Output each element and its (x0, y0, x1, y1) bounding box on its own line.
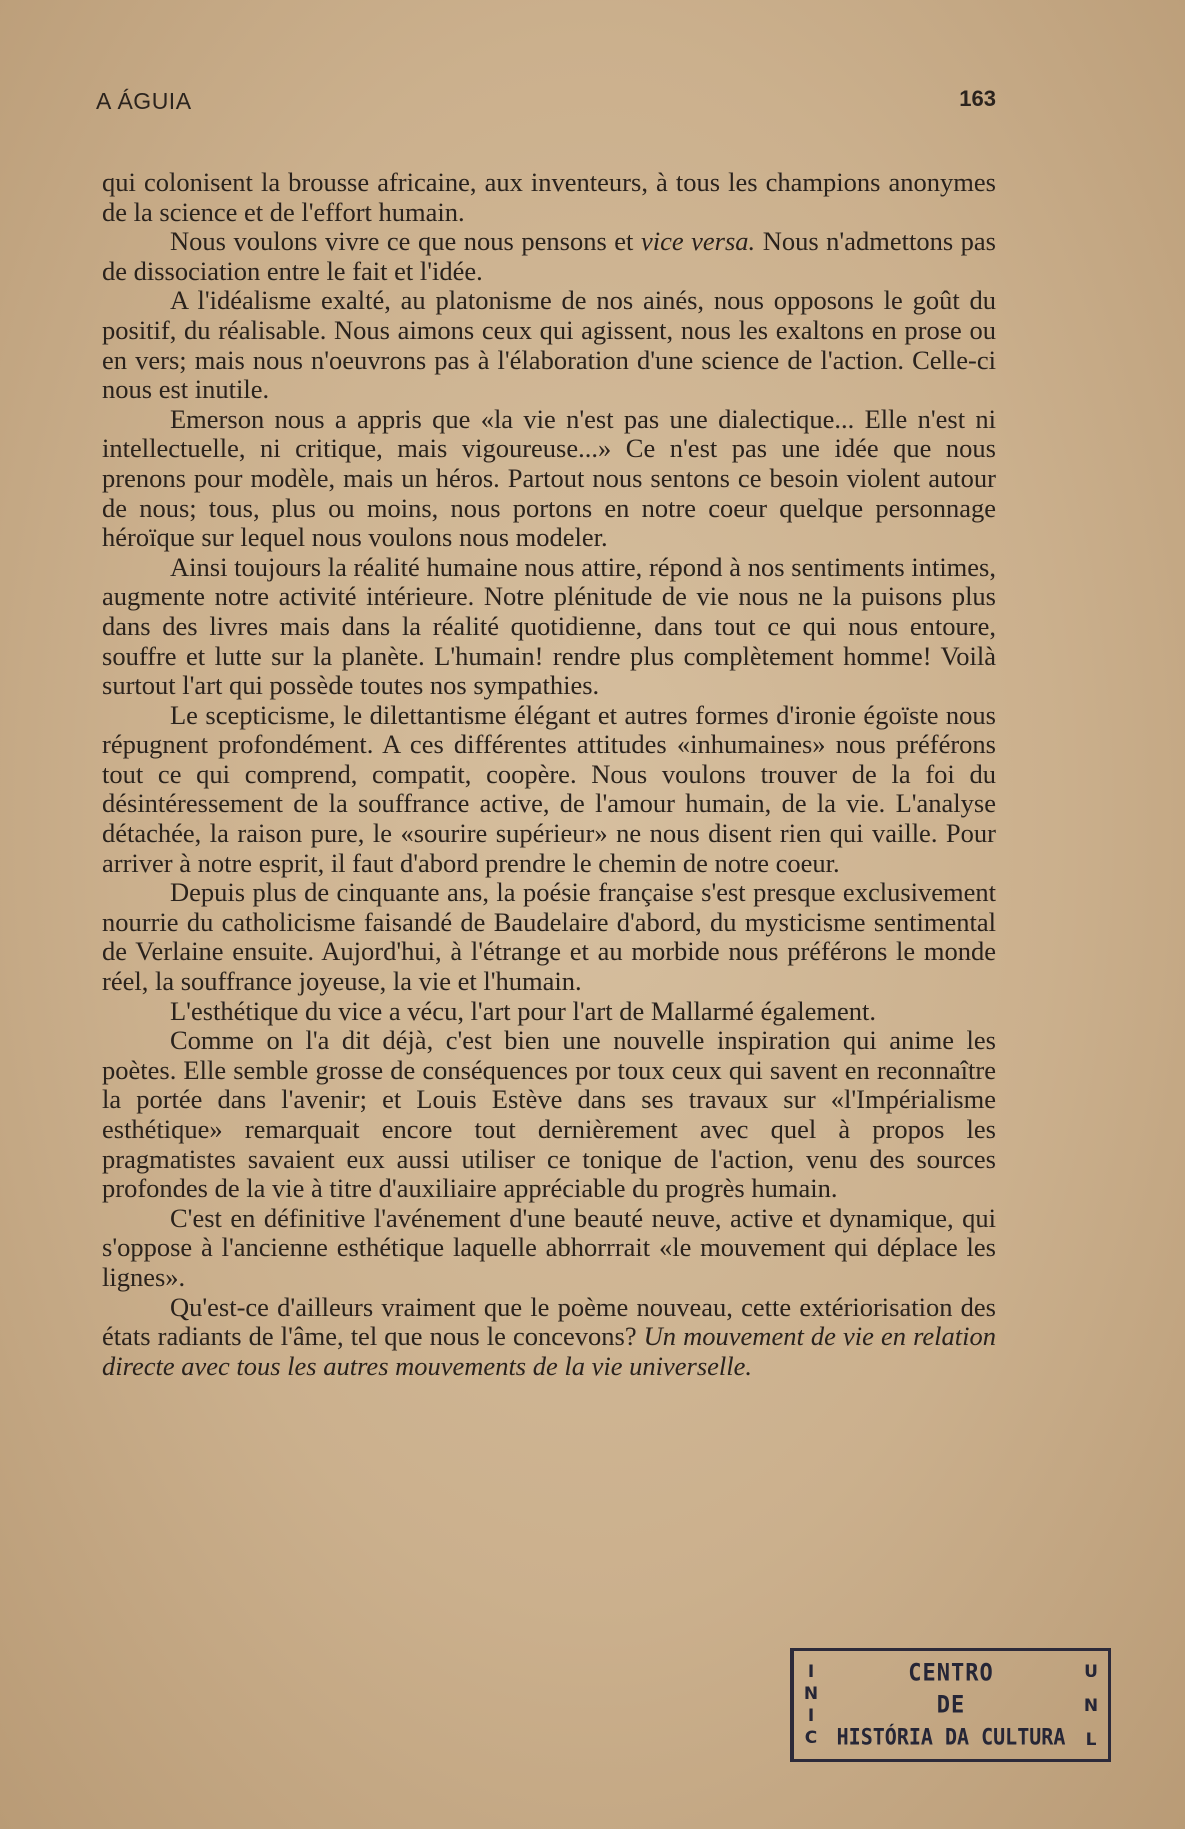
stamp-line-2: DE (936, 1691, 966, 1720)
italic-phrase: Un mouvement de vie en relation directe avec tous les autres mouvements de la vie universelle. (102, 1321, 996, 1381)
paragraph: Le scepticisme, le dilettantisme élégant et autres formes d'ironie égoïste nous répugnent profondément. A ces différentes attitudes «inhumaines» nous préférons tout ce qui comprend, compatit, coopère. Nous voulons trouver de la foi du désintéressement de la souffrance active, de l'amour humain, de la vie. L'analyse détachée, la raison pure, le «sourire supérieur» ne nous disent rien qui vaille. Pour arriver à notre esprit, il faut d'abord prendre le chemin de notre coeur. (102, 699, 996, 878)
stamp-line-1: CENTRO (908, 1659, 994, 1688)
running-title: A ÁGUIA (96, 88, 192, 114)
paragraph: Emerson nous a appris que «la vie n'est pas une dialectique... Elle n'est ni intellectuelle, ni critique, mais vigoureuse...» Ce n'est pas une idée que nous prenons pour modèle, mais un héros. Partout nous sentons ce besoin violent autour de nous; tous, plus ou moins, nous portons en notre coeur quelque personnage héroïque sur lequel nous voulons nous modeler. (102, 403, 996, 553)
stamp-right-letters: U N L (1083, 1662, 1099, 1750)
library-stamp (790, 1648, 1111, 1762)
stamp-left-letters: I N I C (803, 1662, 819, 1748)
stamp-line-3: HISTÓRIA DA CULTURA (836, 1723, 1066, 1751)
page-header (96, 84, 996, 118)
paragraph: C'est en définitive l'avénement d'une beauté neuve, active et dynamique, qui s'oppose à l'ancienne esthétique laquelle abhorrrait «le mouvement qui déplace les lignes». (102, 1202, 996, 1292)
body-text (102, 168, 996, 1381)
italic-phrase: vice versa. (640, 226, 756, 257)
paragraph: Qu'est-ce d'ailleurs vraiment que le poème nouveau, cette extériorisation des états radiants de l'âme, tel que nous le concevons? Un mouvement de vie en relation directe avec tous les autres mouvements de la vie universelle. (102, 1291, 996, 1381)
paragraph: qui colonisent la brousse africaine, aux inventeurs, à tous les champions anonymes de la science et de l'effort humain. (102, 167, 996, 227)
paragraph: A l'idéalisme exalté, au platonisme de nos ainés, nous opposons le goût du positif, du réalisable. Nous aimons ceux qui agissent, nous les exaltons en prose ou en vers; mais nous n'oeuvrons pas à l'élaboration d'une science de l'action. Celle-ci nous est inutile. (102, 285, 996, 405)
page-number: 163 (959, 86, 996, 111)
paragraph: Comme on l'a dit déjà, c'est bien une nouvelle inspiration qui anime les poètes. Elle semble grosse de conséquences por toux ceux qui savent en reconnaître la portée dans l'avenir; et Louis Estève dans ses travaux sur «l'Impérialisme esthétique» remarquait encore tout dernièrement avec quel à propos les pragmatistes savaient eux aussi utiliser ce tonique de l'action, venu des sources profondes de la vie à titre d'auxiliaire appréciable du progrès humain. (102, 1025, 996, 1204)
paragraph: Ainsi toujours la réalité humaine nous attire, répond à nos sentiments intimes, augmente notre activité intérieure. Notre plénitude de vie nous ne la puisons plus dans des livres mais dans la réalité quotidienne, dans tout ce qui nous entoure, souffre et lutte sur la planète. L'humain! rendre plus complètement homme! Voilà surtout l'art qui possède toutes nos sympathies. (102, 551, 996, 701)
paragraph: Nous voulons vivre ce que nous pensons et vice versa. Nous n'admettons pas de dissociation entre le fait et l'idée. (102, 226, 996, 286)
paragraph: L'esthétique du vice a vécu, l'art pour l'art de Mallarmé également. (170, 995, 876, 1026)
paragraph: Depuis plus de cinquante ans, la poésie française s'est presque exclusivement nourrie du catholicisme faisandé de Baudelaire d'abord, du mysticisme sentimental de Verlaine ensuite. Aujord'hui, à l'étrange et au morbide nous préférons le monde réel, la souffrance joyeuse, la vie et l'humain. (102, 877, 996, 997)
